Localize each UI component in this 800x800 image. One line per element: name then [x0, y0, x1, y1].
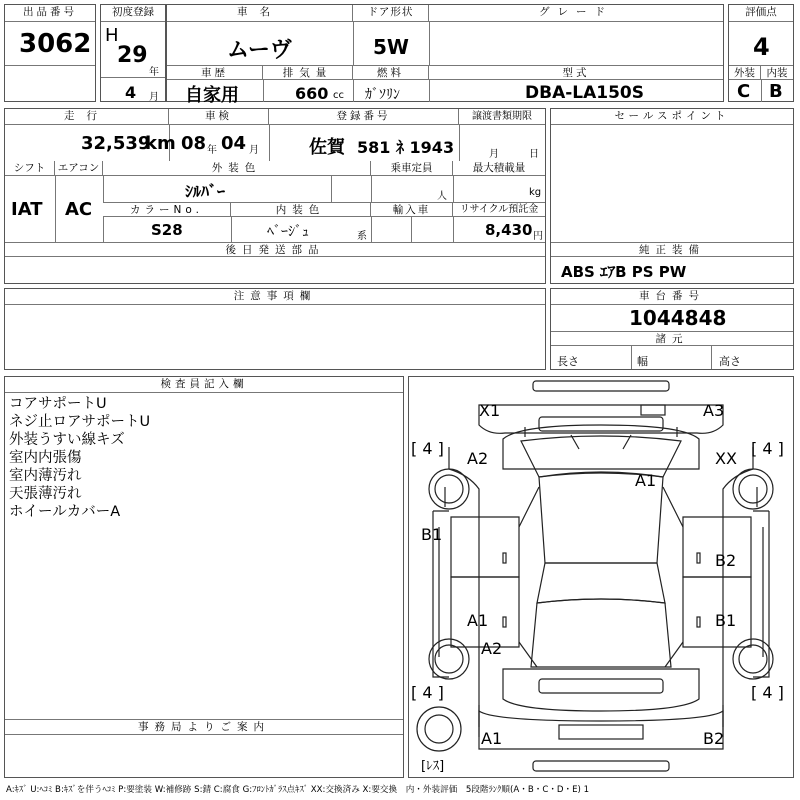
year-value: 29 — [117, 43, 148, 68]
door-type: 5W — [373, 35, 409, 59]
int-color-header: 内装色 — [231, 202, 371, 217]
inspection-year-unit: 年 — [207, 145, 217, 156]
reg-number: 581 ﾈ 1943 — [357, 138, 455, 157]
remark-line: 天張薄汚れ — [9, 486, 82, 502]
damage-a1-bottom: A1 — [481, 729, 503, 748]
ext-color-value: ｼﾙﾊﾞｰ — [185, 182, 226, 201]
aircon-value: AC — [65, 199, 93, 220]
car-name: ムーヴ — [227, 38, 292, 63]
chassis-header: 車台番号 — [551, 289, 793, 305]
car-diagram — [409, 377, 793, 777]
inspection-month: 04 — [221, 133, 247, 154]
remark-line: コアサポートU — [9, 396, 107, 412]
interior-grade: B — [769, 81, 783, 102]
first-registration-box — [100, 4, 166, 102]
year-unit: 年 — [149, 67, 159, 78]
sales-point-box — [550, 108, 794, 284]
month-value: 4 — [125, 83, 137, 102]
km-unit: km — [145, 133, 176, 154]
tyre-rear-left: [ 4 ] — [411, 683, 444, 702]
recycle-header: リサイクル預託金 — [453, 202, 545, 217]
inspector-remarks — [9, 395, 150, 521]
chassis-number: 1044848 — [629, 306, 727, 330]
displacement-value: 660 — [295, 84, 329, 103]
door-header: ドア形状 — [353, 5, 429, 22]
remark-line: 外装うすい線キズ — [9, 432, 125, 448]
damage-a2-left: A2 — [481, 639, 503, 658]
spare-tyre: [ﾚｽ] — [421, 759, 445, 774]
damage-b1-right: B1 — [715, 611, 737, 630]
reg-region: 佐賀 — [309, 137, 345, 158]
lot-number-box — [4, 4, 96, 102]
main-info-box — [166, 4, 724, 106]
recycle-unit: 円 — [533, 231, 543, 242]
inspector-box — [4, 376, 404, 778]
model-code: DBA-LA150S — [525, 83, 644, 103]
recycle-value: 8,430 — [485, 221, 533, 239]
inspector-header: 検査員記入欄 — [5, 377, 403, 393]
grade-header: グレード — [429, 5, 723, 22]
tyre-rear-right: [ 4 ] — [751, 683, 784, 702]
legend: A:ｷｽﾞ U:ﾍｺﾐ B:ｷｽﾞを伴うﾍｺﾐ P:要塗装 W:補修跡 S:錆 C:腐食 G:ﾌﾛﾝﾄｶﾞﾗｽ点ｷｽﾞ XX:交換済み X:要交換 内・外装評価 5段階ﾗﾝｸ順(A・B・C・D・E) 1 — [6, 785, 590, 795]
mileage-header: 走行 — [5, 109, 169, 125]
genuine-equip-header: 純正装備 — [551, 242, 793, 257]
inspection-year: 08 — [181, 133, 207, 154]
width-label: 幅 — [637, 355, 648, 368]
mileage-value: 32,539 — [81, 133, 151, 154]
capacity-unit: 人 — [437, 191, 447, 202]
import-header: 輸入車 — [371, 202, 453, 217]
load-unit: kg — [529, 187, 542, 198]
car-diagram-box — [408, 376, 794, 778]
office-header: 事務局よりご案内 — [5, 719, 403, 735]
score-header: 評価点 — [729, 5, 793, 22]
sales-point-header: セールスポイント — [551, 109, 793, 125]
color-no-value: S28 — [151, 221, 183, 239]
history-value: 自家用 — [185, 85, 239, 106]
fuel-value: ｶﾞｿﾘﾝ — [365, 87, 400, 103]
remark-line: 室内薄汚れ — [9, 468, 82, 484]
remark-line: 室内内張傷 — [9, 450, 82, 466]
transfer-header: 譲渡書類期限 — [459, 109, 545, 125]
tyre-front-left: [ 4 ] — [411, 439, 444, 458]
int-color-suffix: 系 — [357, 231, 367, 242]
exterior-grade: C — [737, 81, 751, 102]
month-unit: 月 — [149, 92, 159, 103]
length-label: 長さ — [557, 355, 579, 368]
transfer-month-unit: 月 — [489, 149, 499, 160]
damage-a3: A3 — [703, 401, 725, 420]
height-label: 高さ — [719, 355, 741, 368]
lot-number: 3062 — [19, 29, 92, 59]
damage-b1-left: B1 — [421, 525, 443, 544]
lot-number-header: 出品番号 — [5, 5, 95, 22]
aircon-header: エアコン — [55, 161, 103, 176]
equipment-value: ABS ｴｱB PS PW — [561, 263, 687, 281]
reg-number-header: 登録番号 — [269, 109, 459, 125]
damage-a1-roof: A1 — [635, 471, 657, 490]
damage-x1: X1 — [479, 401, 501, 420]
details-box — [4, 108, 546, 284]
color-no-header: カラーNo. — [103, 202, 231, 217]
remark-line: ネジ止ロアサポートU — [9, 414, 151, 430]
score-box — [728, 4, 794, 102]
damage-b2-bottom: B2 — [703, 729, 725, 748]
remark-line: ホイールカバーA — [9, 504, 121, 520]
inspection-month-unit: 月 — [249, 145, 259, 156]
model-code-header: 型式 — [429, 65, 723, 80]
chassis-box — [550, 288, 794, 370]
max-load-header: 最大積載量 — [453, 161, 545, 176]
transfer-day-unit: 日 — [529, 149, 539, 160]
damage-a2-top: A2 — [467, 449, 489, 468]
shift-header: シフト — [5, 161, 55, 176]
car-name-header: 車名 — [167, 5, 353, 22]
caution-header: 注意事項欄 — [5, 289, 545, 305]
fuel-header: 燃料 — [353, 65, 429, 80]
caution-box — [4, 288, 546, 370]
exterior-header: 外装 — [729, 65, 761, 80]
displacement-header: 排気量 — [263, 65, 353, 80]
shift-value: IAT — [11, 199, 43, 220]
damage-b2-right: B2 — [715, 551, 737, 570]
int-color-value: ﾍﾞｰｼﾞｭ — [267, 224, 309, 240]
capacity-header: 乗車定員 — [371, 161, 453, 176]
score-value: 4 — [753, 33, 770, 61]
cc-unit: cc — [333, 90, 344, 101]
inspection-header: 車検 — [169, 109, 269, 125]
history-header: 車歴 — [167, 65, 263, 80]
ext-color-header: 外装色 — [103, 161, 371, 176]
later-parts-header: 後日発送部品 — [5, 242, 545, 257]
tyre-front-right: [ 4 ] — [751, 439, 784, 458]
first-registration-header: 初度登録 — [101, 5, 165, 22]
damage-xx: XX — [715, 449, 737, 468]
era-label: H — [105, 25, 119, 46]
interior-header: 内装 — [761, 65, 793, 80]
damage-a1-left: A1 — [467, 611, 489, 630]
dims-header: 諸元 — [551, 331, 793, 346]
